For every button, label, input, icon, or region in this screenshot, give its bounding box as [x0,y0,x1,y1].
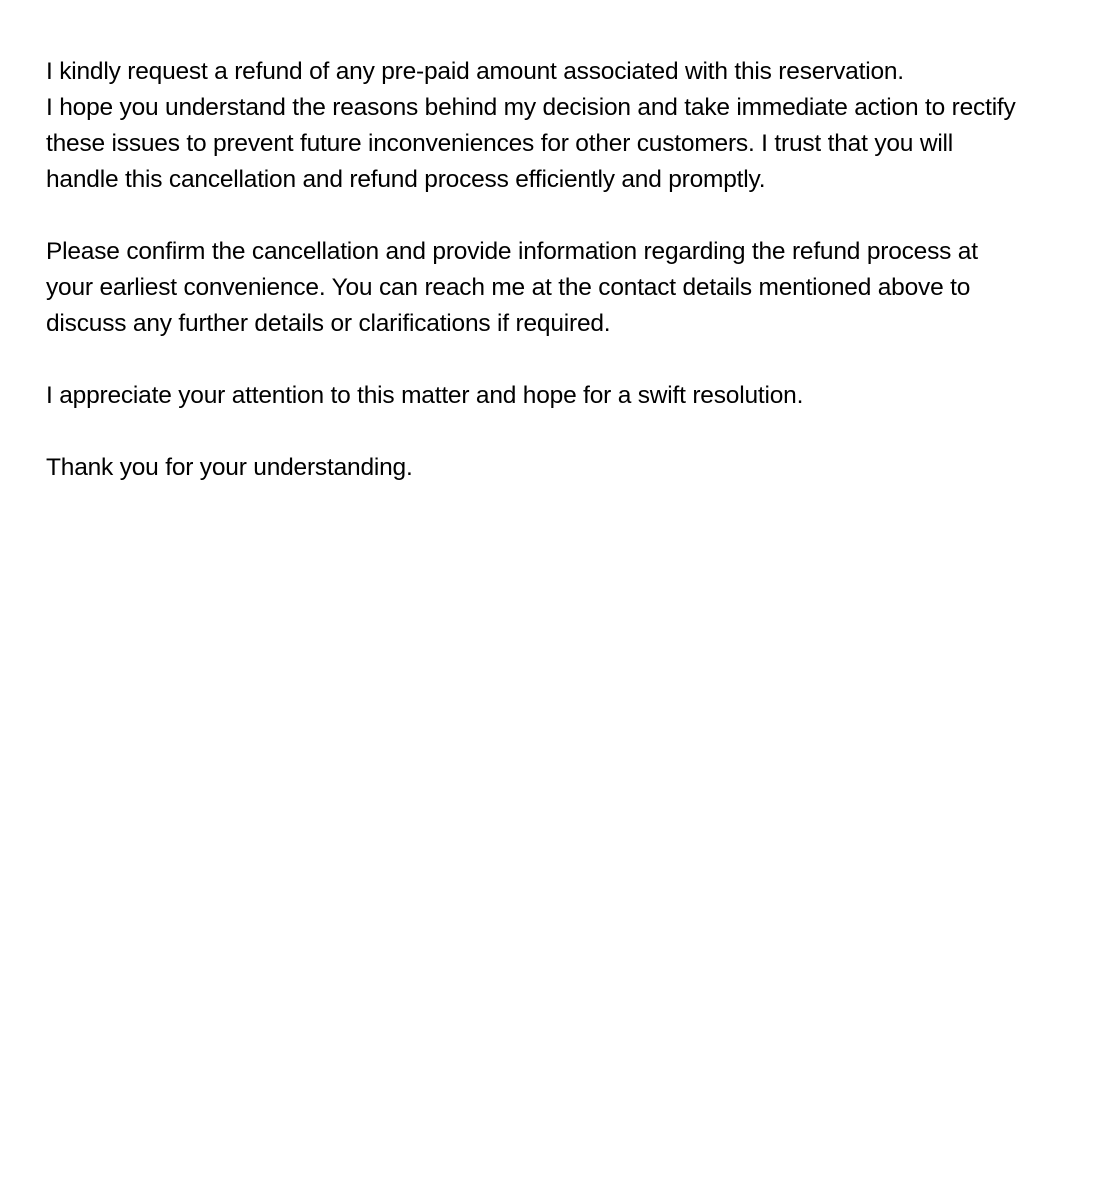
paragraph-refund-request [46,54,1096,198]
text-line: Thank you for your understanding. [46,454,413,481]
text-line: I appreciate your attention to this matter and hope for a swift resolution. [46,382,804,409]
text-line: I hope you understand the reasons behind my decision and take immediate action to rectify [46,94,1016,121]
text-line: your earliest convenience. You can reach me at the contact details mentioned above to [46,274,971,301]
paragraph-closing [46,450,1096,486]
text-line: I kindly request a refund of any pre-paid amount associated with this reservation. [46,58,904,85]
text-line: handle this cancellation and refund process efficiently and promptly. [46,166,766,193]
paragraph-appreciation [46,378,1096,414]
text-line: discuss any further details or clarifications if required. [46,310,611,337]
paragraph-confirmation [46,234,1096,342]
text-line: Please confirm the cancellation and provide information regarding the refund process at [46,238,978,265]
document-body [46,54,1096,522]
text-line: these issues to prevent future inconveniences for other customers. I trust that you will [46,130,954,157]
